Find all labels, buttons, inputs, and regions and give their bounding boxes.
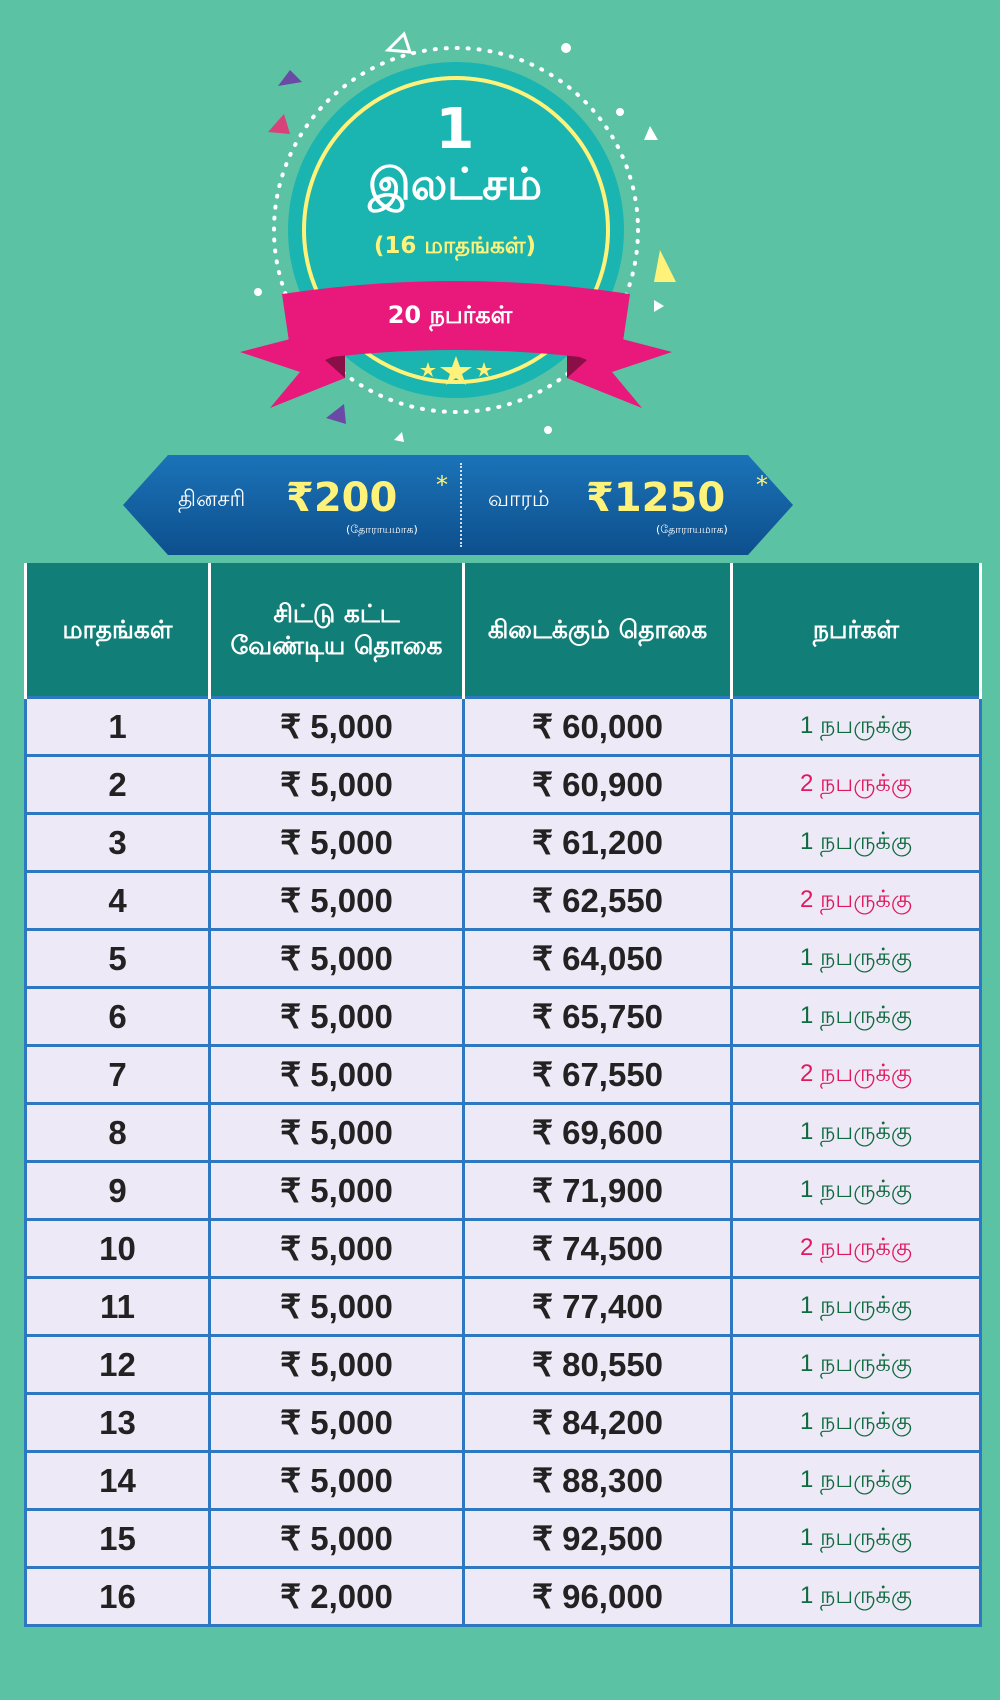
receive-cell: ₹ 61,200 <box>464 814 732 872</box>
payment-cell: ₹ 5,000 <box>210 1104 464 1162</box>
table-row <box>26 930 981 988</box>
daily-note: (தோராயமாக) <box>346 523 418 536</box>
payment-cell: ₹ 2,000 <box>210 1568 464 1626</box>
table-row <box>26 1394 981 1452</box>
receive-cell: ₹ 96,000 <box>464 1568 732 1626</box>
month-cell: 3 <box>26 814 210 872</box>
payment-cell: ₹ 5,000 <box>210 988 464 1046</box>
receive-cell: ₹ 84,200 <box>464 1394 732 1452</box>
payment-cell: ₹ 5,000 <box>210 1452 464 1510</box>
confetti-triangle <box>326 404 346 424</box>
confetti-dot <box>616 108 624 116</box>
rate-banner <box>123 455 793 555</box>
badge-amount-number: 1 <box>435 97 475 162</box>
persons-cell: 1 நபருக்கு <box>732 814 981 872</box>
persons-cell: 1 நபருக்கு <box>732 1162 981 1220</box>
receive-cell: ₹ 62,550 <box>464 872 732 930</box>
confetti-triangle <box>654 250 676 282</box>
month-cell: 15 <box>26 1510 210 1568</box>
header-payment: சிட்டு கட்ட வேண்டிய தொகை <box>210 563 464 698</box>
persons-cell: 1 நபருக்கு <box>732 1278 981 1336</box>
persons-cell: 1 நபருக்கு <box>732 1336 981 1394</box>
month-cell: 13 <box>26 1394 210 1452</box>
rate-divider <box>460 463 462 547</box>
receive-cell: ₹ 60,000 <box>464 698 732 756</box>
month-cell: 11 <box>26 1278 210 1336</box>
table-row <box>26 814 981 872</box>
confetti-triangle <box>278 70 302 86</box>
confetti-triangle <box>644 126 658 140</box>
header-months: மாதங்கள் <box>26 563 210 698</box>
table-row <box>26 1452 981 1510</box>
daily-amount: ₹200 <box>286 475 398 521</box>
persons-cell: 1 நபருக்கு <box>732 698 981 756</box>
month-cell: 1 <box>26 698 210 756</box>
month-cell: 2 <box>26 756 210 814</box>
month-cell: 8 <box>26 1104 210 1162</box>
ribbon-members: 20 நபர்கள் <box>387 301 513 329</box>
weekly-amount: ₹1250 <box>586 475 726 521</box>
payment-cell: ₹ 5,000 <box>210 814 464 872</box>
table-row <box>26 1510 981 1568</box>
table-row <box>26 1568 981 1626</box>
month-cell: 6 <box>26 988 210 1046</box>
confetti-triangle <box>654 300 664 312</box>
payment-cell: ₹ 5,000 <box>210 930 464 988</box>
payment-cell: ₹ 5,000 <box>210 1336 464 1394</box>
confetti-dot <box>561 43 571 53</box>
receive-cell: ₹ 77,400 <box>464 1278 732 1336</box>
persons-cell: 1 நபருக்கு <box>732 1104 981 1162</box>
table-row <box>26 1046 981 1104</box>
payment-cell: ₹ 5,000 <box>210 756 464 814</box>
weekly-rate <box>488 455 768 555</box>
confetti-triangle <box>394 432 404 442</box>
persons-cell: 2 நபருக்கு <box>732 1220 981 1278</box>
persons-cell: 1 நபருக்கு <box>732 1394 981 1452</box>
month-cell: 10 <box>26 1220 210 1278</box>
receive-cell: ₹ 69,600 <box>464 1104 732 1162</box>
payment-cell: ₹ 5,000 <box>210 698 464 756</box>
scheme-badge <box>0 0 1000 460</box>
payment-cell: ₹ 5,000 <box>210 1162 464 1220</box>
chit-schedule-table <box>24 563 982 1627</box>
month-cell: 14 <box>26 1452 210 1510</box>
table-row <box>26 1104 981 1162</box>
persons-cell: 2 நபருக்கு <box>732 756 981 814</box>
daily-rate <box>178 455 448 555</box>
table-row <box>26 1220 981 1278</box>
receive-cell: ₹ 74,500 <box>464 1220 732 1278</box>
month-cell: 12 <box>26 1336 210 1394</box>
persons-cell: 1 நபருக்கு <box>732 1452 981 1510</box>
payment-cell: ₹ 5,000 <box>210 1046 464 1104</box>
persons-cell: 1 நபருக்கு <box>732 1510 981 1568</box>
weekly-label: வாரம் <box>488 487 550 512</box>
month-cell: 5 <box>26 930 210 988</box>
month-cell: 7 <box>26 1046 210 1104</box>
receive-cell: ₹ 92,500 <box>464 1510 732 1568</box>
confetti-triangle <box>268 114 290 134</box>
receive-cell: ₹ 60,900 <box>464 756 732 814</box>
badge-amount-title: இலட்சம் <box>367 159 543 210</box>
receive-cell: ₹ 64,050 <box>464 930 732 988</box>
persons-cell: 1 நபருக்கு <box>732 1568 981 1626</box>
header-persons: நபர்கள் <box>732 563 981 698</box>
table-body <box>26 698 981 1626</box>
payment-cell: ₹ 5,000 <box>210 1510 464 1568</box>
table-row <box>26 872 981 930</box>
persons-cell: 1 நபருக்கு <box>732 988 981 1046</box>
receive-cell: ₹ 67,550 <box>464 1046 732 1104</box>
receive-cell: ₹ 65,750 <box>464 988 732 1046</box>
month-cell: 4 <box>26 872 210 930</box>
persons-cell: 2 நபருக்கு <box>732 872 981 930</box>
badge-duration: (16 மாதங்கள்) <box>373 233 537 259</box>
persons-cell: 2 நபருக்கு <box>732 1046 981 1104</box>
payment-cell: ₹ 5,000 <box>210 1394 464 1452</box>
table-row <box>26 988 981 1046</box>
table-row <box>26 1162 981 1220</box>
month-cell: 16 <box>26 1568 210 1626</box>
table-row <box>26 756 981 814</box>
receive-cell: ₹ 71,900 <box>464 1162 732 1220</box>
payment-cell: ₹ 5,000 <box>210 1220 464 1278</box>
table-header-row <box>26 563 981 698</box>
daily-label: தினசரி <box>178 487 246 512</box>
confetti-dot <box>254 288 262 296</box>
confetti-triangle <box>388 34 410 52</box>
payment-cell: ₹ 5,000 <box>210 872 464 930</box>
weekly-asterisk: * <box>756 471 768 499</box>
table-row <box>26 1336 981 1394</box>
receive-cell: ₹ 88,300 <box>464 1452 732 1510</box>
daily-asterisk: * <box>436 471 448 499</box>
receive-cell: ₹ 80,550 <box>464 1336 732 1394</box>
confetti-dot <box>544 426 552 434</box>
month-cell: 9 <box>26 1162 210 1220</box>
persons-cell: 1 நபருக்கு <box>732 930 981 988</box>
table-row <box>26 698 981 756</box>
weekly-note: (தோராயமாக) <box>656 523 728 536</box>
table-row <box>26 1278 981 1336</box>
header-receive: கிடைக்கும் தொகை <box>464 563 732 698</box>
payment-cell: ₹ 5,000 <box>210 1278 464 1336</box>
